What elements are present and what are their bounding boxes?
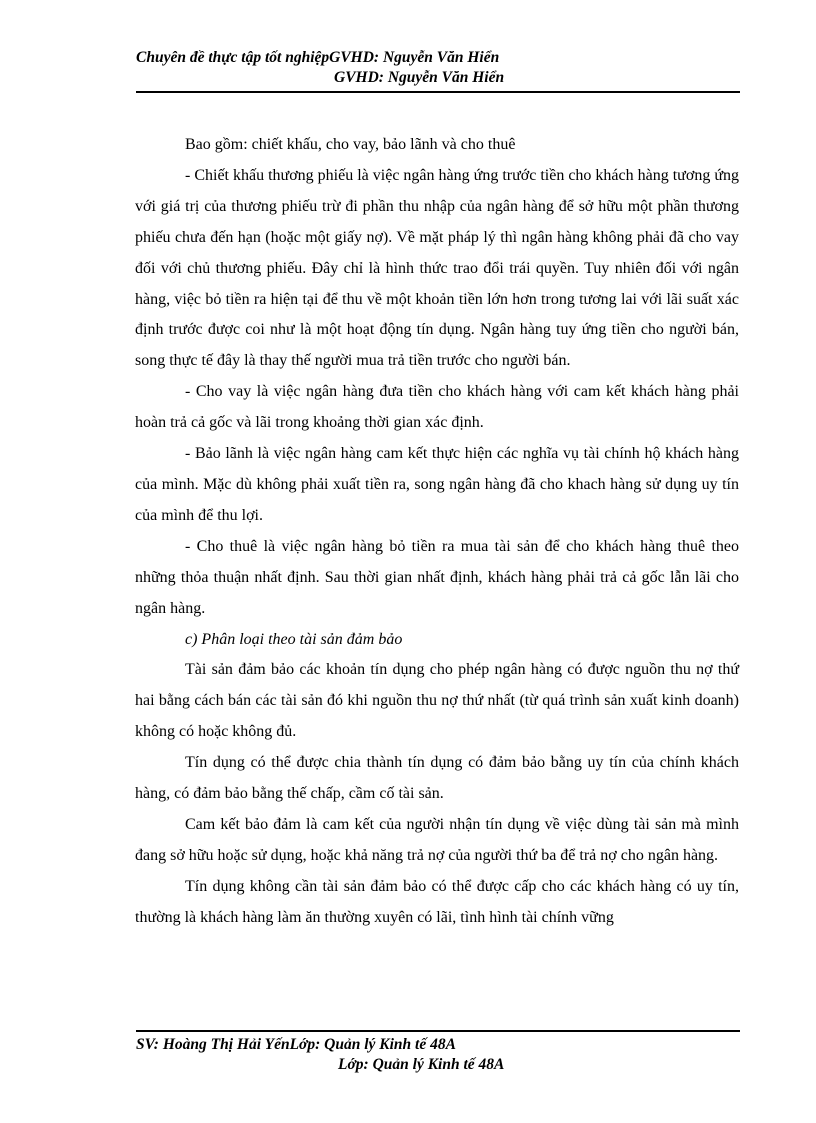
page-footer (136, 1035, 740, 1075)
paragraph-credit-types: Tín dụng có thể được chia thành tín dụng có đảm bảo bằng uy tín của chính khách hàng, có đảm bảo bằng thế chấp, cầm cố tài sản. (135, 754, 739, 803)
header-divider (136, 91, 740, 93)
section-heading: c) Phân loại theo tài sản đảm bảo (185, 630, 403, 648)
footer-divider (136, 1030, 740, 1032)
paragraph-discount: - Chiết khấu thương phiếu là việc ngân hàng ứng trước tiền cho khách hàng tương ứng với giá trị của thương phiếu trừ đi phần thu nhập của ngân hàng để sở hữu một phần thương phiếu chưa đến hạn (hoặc một giấy nợ). Về mặt pháp lý thì ngân hàng không phải đã cho vay đối với chủ thương phiếu. Đây chỉ là hình thức trao đổi trái quyền. Tuy nhiên đối với ngân hàng, việc bỏ tiền ra hiện tại để thu về một khoản tiền lớn hơn trong tương lai với lãi suất xác định trước được coi như là một hoạt động tín dụng. Ngân hàng tuy ứng tiền cho người bán, song thực tế đây là thay thế người mua trả tiền trước cho người bán. (135, 166, 739, 370)
paragraph-leasing: - Cho thuê là việc ngân hàng bỏ tiền ra mua tài sản để cho khách hàng thuê theo những thỏa thuận nhất định. Sau thời gian nhất định, khách hàng phải trả cả gốc lẫn lãi cho ngân hàng. (135, 537, 739, 617)
paragraph-loan: - Cho vay là việc ngân hàng đưa tiền cho khách hàng với cam kết khách hàng phải hoàn trả cả gốc và lãi trong khoảng thời gian xác định. (135, 383, 739, 432)
header-advisor: GVHD: Nguyễn Văn Hiển (334, 69, 505, 86)
paragraph-unsecured: Tín dụng không cần tài sản đảm bảo có thể được cấp cho các khách hàng có uy tín, thường là khách hàng làm ăn thường xuyên có lãi, tình hình tài chính vững (135, 877, 739, 926)
paragraph-intro: Bao gồm: chiết khấu, cho vay, bảo lãnh và cho thuê (185, 136, 516, 153)
document-body (135, 130, 739, 934)
footer-student: SV: Hoàng Thị Hải YếnLớp: Quản lý Kinh tế 48A (136, 1036, 456, 1053)
paragraph-guarantee: - Bảo lãnh là việc ngân hàng cam kết thực hiện các nghĩa vụ tài chính hộ khách hàng của mình. Mặc dù không phải xuất tiền ra, song ngân hàng đã cho khach hàng sử dụng uy tín của mình để thu lợi. (135, 445, 739, 524)
paragraph-commitment: Cam kết bảo đảm là cam kết của người nhận tín dụng về việc dùng tài sản mà mình đang sở hữu hoặc sử dụng, hoặc khả năng trả nợ của người thứ ba để trả nợ cho ngân hàng. (135, 815, 739, 864)
header-title: Chuyên đề thực tập tốt nghiệpGVHD: Nguyễn Văn Hiển (136, 49, 500, 66)
paragraph-collateral: Tài sản đảm bảo các khoản tín dụng cho phép ngân hàng có được nguồn thu nợ thứ hai bằng cách bán các tài sản đó khi nguồn thu nợ thứ nhất (từ quá trình sản xuất kinh doanh) không có hoặc không đủ. (135, 661, 739, 741)
footer-class: Lớp: Quản lý Kinh tế 48A (338, 1056, 505, 1073)
page-header (136, 48, 740, 88)
